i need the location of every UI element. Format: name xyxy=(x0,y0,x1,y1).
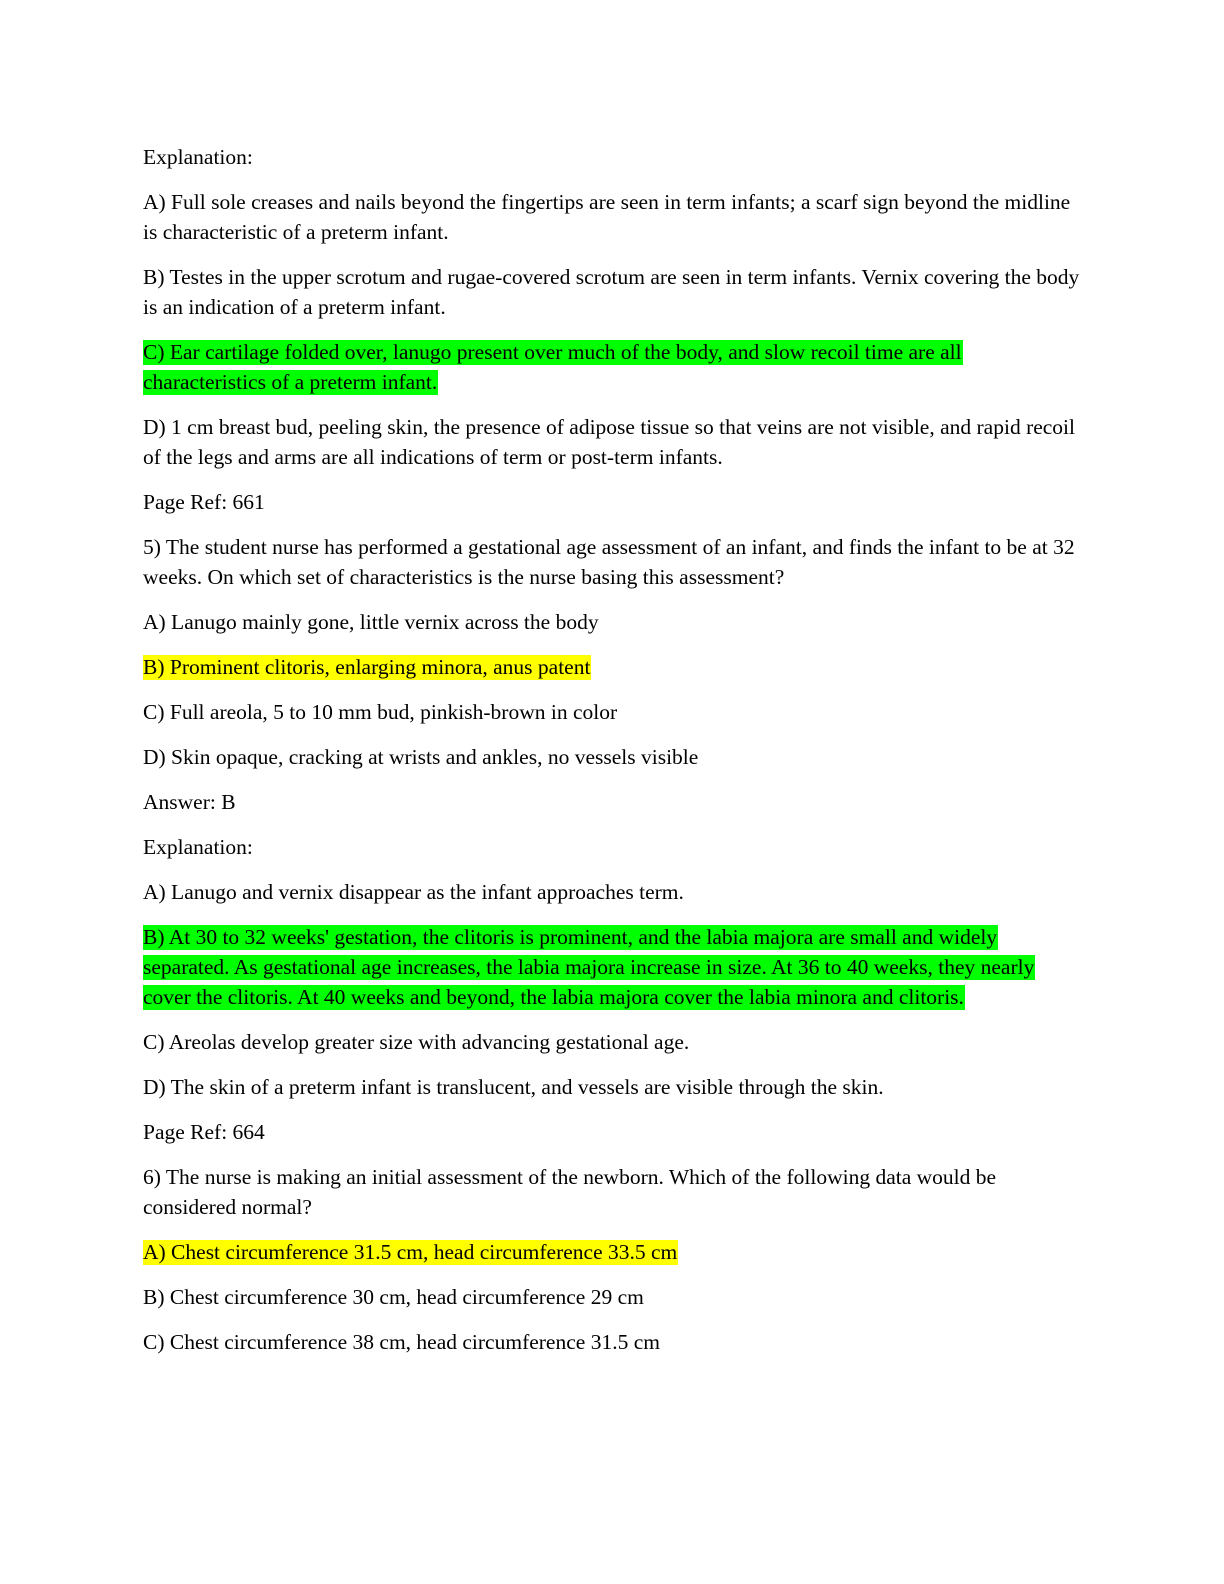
question-6-option-b: B) Chest circumference 30 cm, head circumference 29 cm xyxy=(143,1285,644,1309)
explanation-option-d: D) 1 cm breast bud, peeling skin, the presence of adipose tissue so that veins are not visible, and rapid recoil of the legs and arms are all indications of term or post-term infants. xyxy=(143,415,1076,469)
question-6-option-a-selected: A) Chest circumference 31.5 cm, head circumference 33.5 cm xyxy=(143,1240,678,1264)
page-ref: Page Ref: 661 xyxy=(143,490,265,514)
document-page xyxy=(143,142,1083,1372)
question-6: 6) The nurse is making an initial assessment of the newborn. Which of the following data would be considered normal? xyxy=(143,1165,997,1219)
question-5-option-c: C) Full areola, 5 to 10 mm bud, pinkish-brown in color xyxy=(143,700,618,724)
question-5-option-d: D) Skin opaque, cracking at wrists and ankles, no vessels visible xyxy=(143,745,699,769)
question-5-option-b-selected: B) Prominent clitoris, enlarging minora, anus patent xyxy=(143,655,591,679)
question-5: 5) The student nurse has performed a gestational age assessment of an infant, and finds the infant to be at 32 weeks. On which set of characteristics is the nurse basing this assessment? xyxy=(143,535,1075,589)
question-5-option-a: A) Lanugo mainly gone, little vernix across the body xyxy=(143,610,599,634)
explanation-option-c: C) Areolas develop greater size with advancing gestational age. xyxy=(143,1030,690,1054)
explanation-option-a: A) Lanugo and vernix disappear as the infant approaches term. xyxy=(143,880,684,904)
page-ref: Page Ref: 664 xyxy=(143,1120,265,1144)
explanation-option-c-correct: C) Ear cartilage folded over, lanugo present over much of the body, and slow recoil time are all characteristics of a preterm infant. xyxy=(143,340,962,394)
explanation-option-a: A) Full sole creases and nails beyond the fingertips are seen in term infants; a scarf sign beyond the midline is characteristic of a preterm infant. xyxy=(143,190,1071,244)
explanation-heading: Explanation: xyxy=(143,145,253,169)
question-6-option-c: C) Chest circumference 38 cm, head circumference 31.5 cm xyxy=(143,1330,660,1354)
explanation-option-d: D) The skin of a preterm infant is translucent, and vessels are visible through the skin. xyxy=(143,1075,884,1099)
explanation-option-b-correct: B) At 30 to 32 weeks' gestation, the clitoris is prominent, and the labia majora are small and widely separated. As gestational age increases, the labia majora increase in size. At 36 to 40 weeks, they nearly cover the clitoris. At 40 weeks and beyond, the labia majora cover the labia minora and clitoris. xyxy=(143,925,1035,1009)
explanation-option-b: B) Testes in the upper scrotum and rugae-covered scrotum are seen in term infants. Vernix covering the body is an indication of a preterm infant. xyxy=(143,265,1080,319)
explanation-heading: Explanation: xyxy=(143,835,253,859)
answer-line: Answer: B xyxy=(143,790,236,814)
